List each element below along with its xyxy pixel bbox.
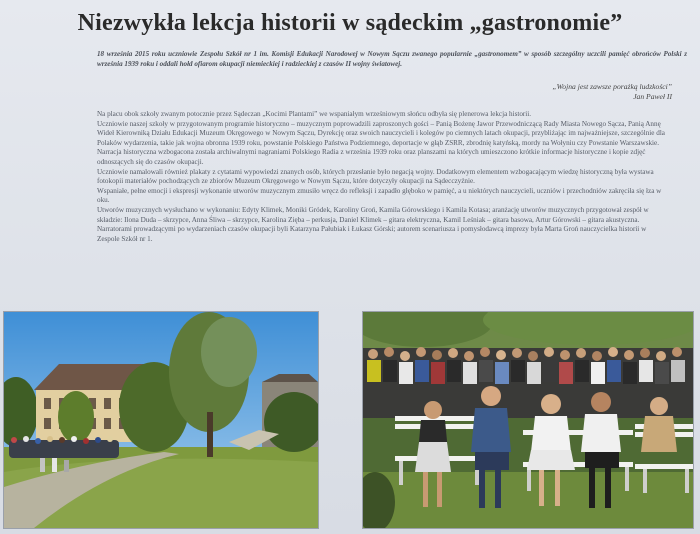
page-title: Niezwykła lekcja historii w sądeckim „gastronomie” [77, 10, 623, 36]
school-square-image [4, 312, 318, 528]
paragraph-intro: Na placu obok szkoły zwanym potocznie przez Sądeczan „Kocimi Plantami” we wspaniałym wrześniowym słońcu odbyła się plenerowa lekcja historii. [97, 110, 532, 118]
lead-paragraph: 18 września 2015 roku uczniowie Zespołu Szkół nr 1 im. Komisji Edukacji Narodowej w Nowym Sączu zwanego popularnie „gastronomem” w sposób szczególny uczcili pamięć obrońców Polski z września 1939 roku i oddali hołd ofiarom okupacji niemieckiej i radzieckiej z czasów II wojny światowej. [97, 50, 687, 68]
paragraph-program: Uczniowie naszej szkoły w przygotowanym programie historyczno – muzycznym poprowadzili zaproszonych gości – Panią Bożenę Jawor Przewodniczącą Rady Miasta Nowego Sącza, Panią Annę Wideł Kierowniką Działu Edukacji Muzeum Okręgowego w Nowym Sączu, Dyrekcję oraz swoich nauczycieli i kolegów po ciemnych latach okupacji, przybliżając im najważniejsze, szczególnie dla Polaków wydarzenia, takie jak wojna obronna 1939 roku, powstanie Polskiego Państwa Podziemnego, deportacje w głąb ZSRR, zbrodnię katyńską, mordy na Wołyniu czy Powstanie Warszawskie. Narracja historyczna wzbogacona została archiwalnymi nagraniami Polskiego Radia z września 1939 roku oraz planszami na których umieszczono krótkie informacje historyczne i kopie zdjęć odnoszących się do czasów okupacji. [97, 119, 665, 166]
audience-image [363, 312, 693, 528]
paragraph-posters: Uczniowie namalowali również plakaty z cytatami wypowiedzi znanych osób, których przesłanie było negacją wojny. Dodatkowym elementem wzbogacającym wiedzę historyczną była wystawa fotokopii materiałów pochodzących ze zbiorów Muzeum Okręgowego w Nowym Sączu, które dotyczyły okupacji na Sądecczyźnie. [97, 167, 654, 186]
quote-block [412, 82, 672, 102]
photo-audience [362, 311, 694, 529]
photo-school-square [3, 311, 319, 529]
article-body [97, 110, 669, 244]
quote-text: „Wojna jest zawsze porażką ludzkości” [552, 82, 672, 91]
paragraph-credits: Utworów muzycznych wysłuchano w wykonaniu: Edyty Klimek, Moniki Gródek, Karoliny Groń, Kamila Górowskiego i Kamila Kotasa; aranżację utworów muzycznych przygotował zespół w składzie: Ilona Duda – skrzypce, Anna Śliwa – skrzypce, Karolina Zięba – perkusja, Daniel Klimek – gitara elektryczna, Kamil Leśniak – gitara basowa, Artur Górowski – gitara akustyczna. Narratorami prowadzącymi po wydarzeniach czasów okupacji byli Katarzyna Pałubiak i Łukasz Górski; autorem scenariusza i pomysłodawcą imprezy była Marta Groń nauczycielka historii w Zespole Szkół nr 1. [97, 205, 649, 243]
paragraph-emotions: Wspaniałe, pełne emocji i ekspresji wykonanie utworów muzycznym zmusiło wręcz do refleksji i zapadło głęboko w pamięć, a u niektórych nauczycieli, uczniów i przechodniów zakręciła się łza w oku. [97, 186, 662, 205]
quote-author: Jan Paweł II [633, 92, 672, 101]
